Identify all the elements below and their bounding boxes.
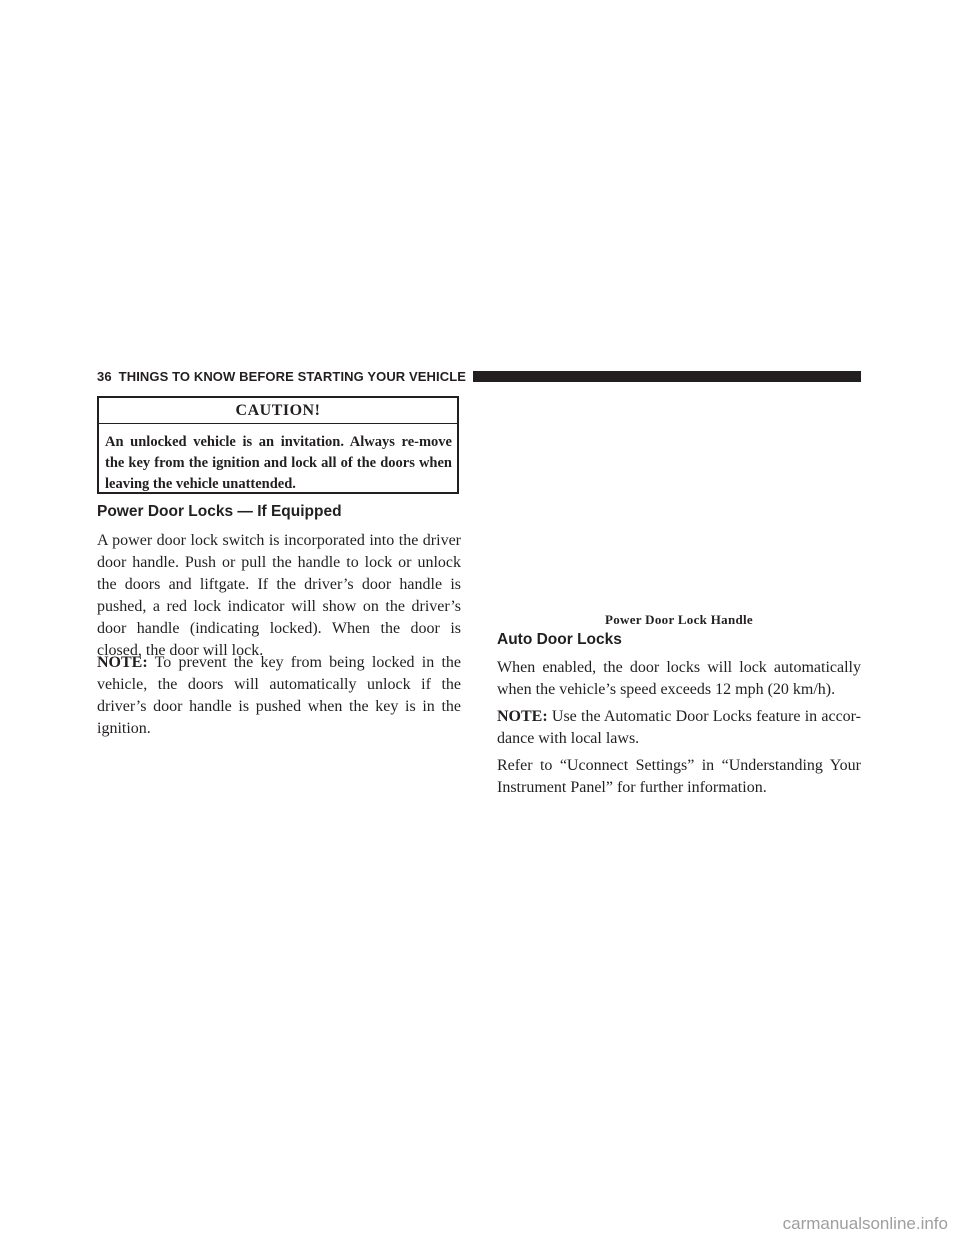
- caution-body: An unlocked vehicle is an invitation. Always re-move the key from the ignition and lock all of the doors when leaving the vehicle unattended.: [105, 434, 452, 492]
- note-text: Use the Automatic Door Locks feature in accor-dance with local laws.: [497, 708, 861, 747]
- power-door-locks-paragraph: A power door lock switch is incorporated into the driver door handle. Push or pull the handle to lock or unlock the doors and liftgate. If the driver’s door handle is pushed, a red lock indicator will show on the driver’s door handle (indicating locked). When the door is closed, the door will lock.: [97, 532, 461, 659]
- power-door-locks-heading: Power Door Locks — If Equipped: [97, 503, 342, 520]
- refer-paragraph: Refer to “Uconnect Settings” in “Understanding Your Instrument Panel” for further information.: [497, 757, 861, 796]
- auto-door-locks-heading: Auto Door Locks: [497, 631, 622, 648]
- note-label: NOTE:: [497, 708, 548, 725]
- caution-title: CAUTION!: [99, 398, 457, 424]
- page-header: [97, 366, 861, 386]
- note-text: To prevent the key from being locked in the vehicle, the doors will automatically unlock if the driver’s door handle is pushed when the key is in the ignition.: [97, 654, 461, 737]
- section-title: THINGS TO KNOW BEFORE STARTING YOUR VEHICLE: [118, 368, 467, 384]
- header-rule: [473, 371, 861, 382]
- auto-door-locks-paragraph: When enabled, the door locks will lock automatically when the vehicle’s speed exceeds 12 mph (20 km/h).: [497, 659, 861, 698]
- watermark: carmanualsonline.info: [782, 1214, 948, 1233]
- figure-caption: Power Door Lock Handle: [604, 612, 754, 627]
- note-label: NOTE:: [97, 654, 148, 671]
- caution-box: [97, 396, 459, 494]
- auto-door-locks-note: [497, 706, 861, 750]
- page-number: 36: [97, 368, 112, 384]
- power-door-locks-note: [97, 652, 461, 740]
